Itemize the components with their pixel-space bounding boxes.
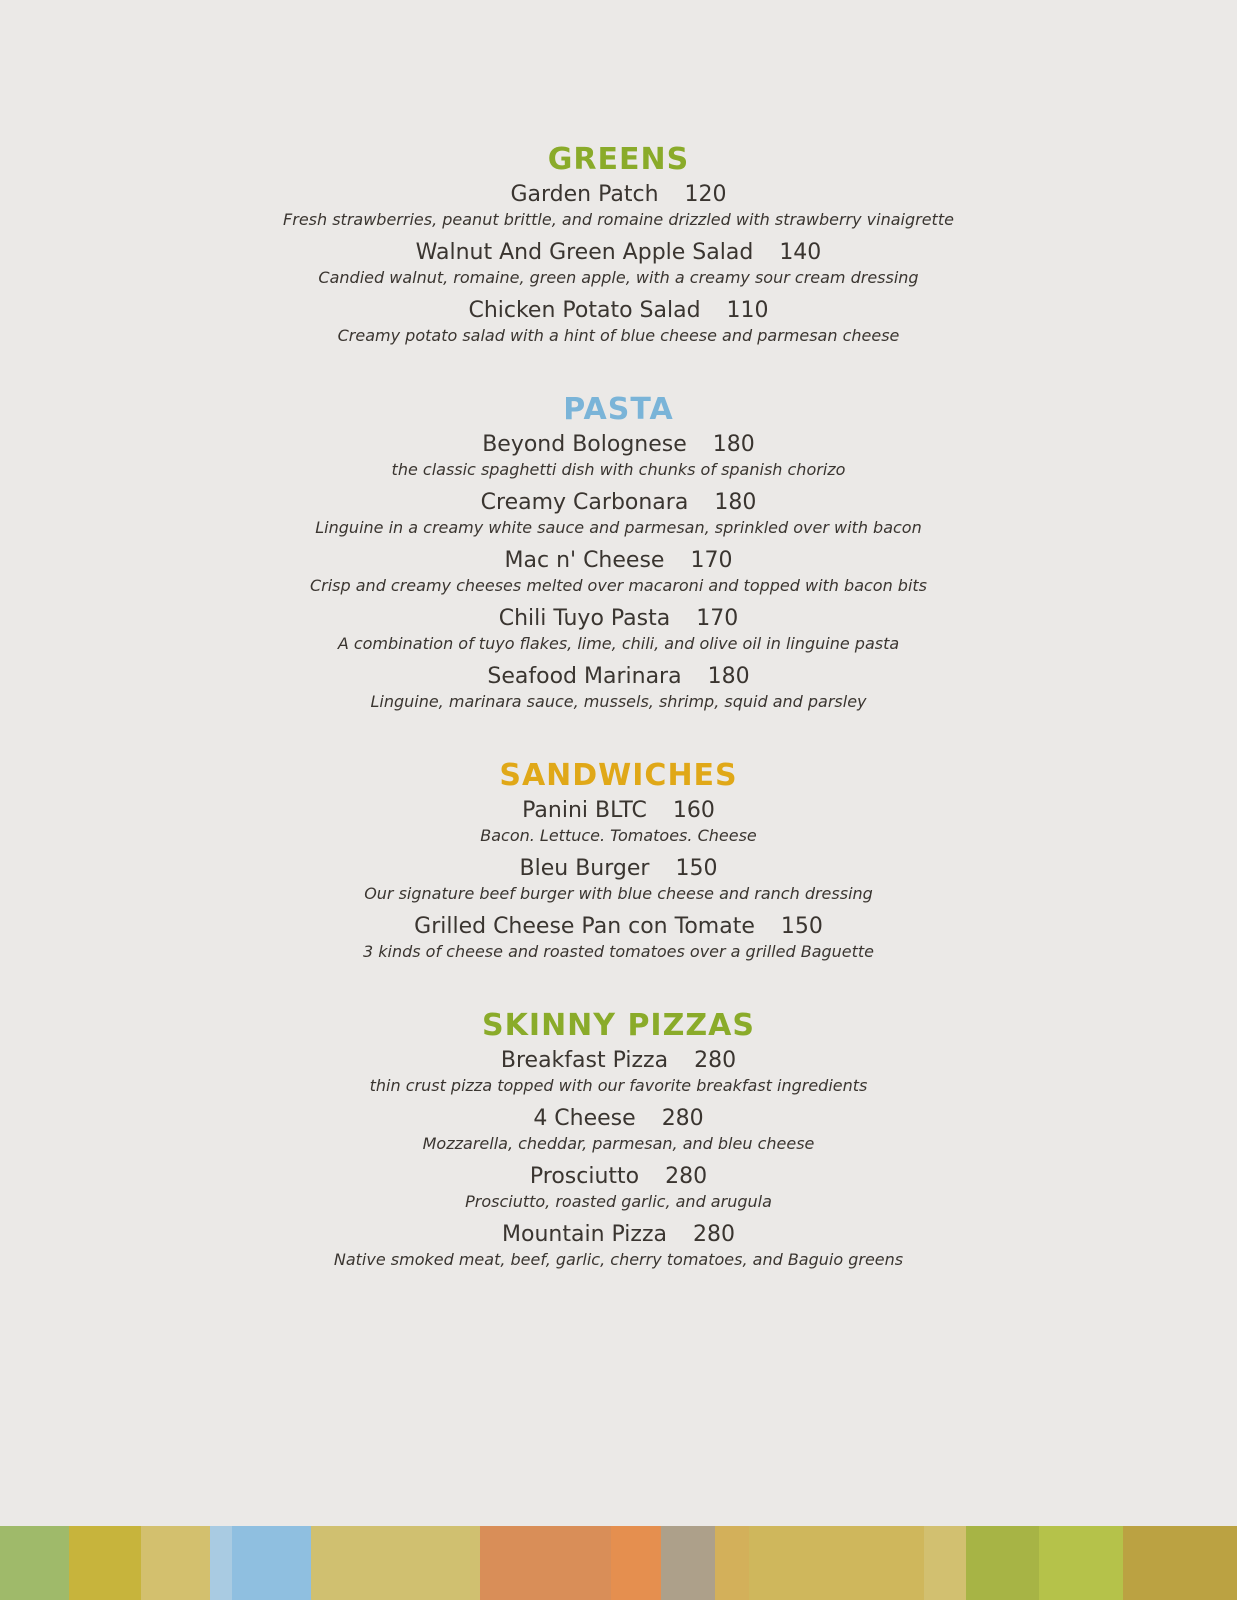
menu-item <box>0 430 1237 480</box>
item-name: Chili Tuyo Pasta <box>498 606 671 631</box>
item-description: Prosciutto, roasted garlic, and arugula <box>465 1192 772 1211</box>
item-name: Seafood Marinara <box>487 664 682 689</box>
section-title: SKINNY PIZZAS <box>482 1008 755 1043</box>
item-description: Fresh strawberries, peanut brittle, and romaine drizzled with strawberry vinaigrette <box>283 210 954 229</box>
menu-item <box>0 1162 1237 1212</box>
section-title: GREENS <box>547 142 690 177</box>
item-name: Mac n' Cheese <box>504 548 665 573</box>
item-description: Crisp and creamy cheeses melted over macaroni and topped with bacon bits <box>309 576 928 595</box>
color-stripe <box>749 1526 924 1600</box>
menu-item <box>0 796 1237 846</box>
item-price: 180 <box>712 432 755 457</box>
color-stripe <box>1039 1526 1123 1600</box>
item-price: 280 <box>694 1048 737 1073</box>
menu-item <box>0 546 1237 596</box>
item-description: Creamy potato salad with a hint of blue cheese and parmesan cheese <box>337 326 900 345</box>
menu-item <box>0 488 1237 538</box>
menu-item <box>0 296 1237 346</box>
item-name: Beyond Bolognese <box>482 432 687 457</box>
menu-item <box>0 1220 1237 1270</box>
menu-item <box>0 604 1237 654</box>
section-title: PASTA <box>563 392 674 427</box>
item-name: Walnut And Green Apple Salad <box>415 240 754 265</box>
item-description: the classic spaghetti dish with chunks of spanish chorizo <box>391 460 846 479</box>
item-name: Bleu Burger <box>519 856 650 881</box>
section-pasta <box>0 390 1237 712</box>
item-description: Linguine in a creamy white sauce and parmesan, sprinkled over with bacon <box>315 518 922 537</box>
item-description: Native smoked meat, beef, garlic, cherry tomatoes, and Baguio greens <box>333 1250 904 1269</box>
item-name: Breakfast Pizza <box>500 1048 669 1073</box>
item-price: 180 <box>707 664 750 689</box>
menu <box>0 140 1237 1314</box>
item-description: Linguine, marinara sauce, mussels, shrimp, squid and parsley <box>370 692 867 711</box>
color-stripe <box>966 1526 1039 1600</box>
item-name: Chicken Potato Salad <box>468 298 701 323</box>
color-stripe <box>715 1526 749 1600</box>
item-price: 280 <box>692 1222 735 1247</box>
item-price: 180 <box>714 490 757 515</box>
footer-color-stripes <box>0 1526 1237 1600</box>
color-stripe <box>611 1526 661 1600</box>
item-description: Our signature beef burger with blue cheese and ranch dressing <box>364 884 873 903</box>
item-name: Panini BLTC <box>522 798 647 823</box>
color-stripe <box>232 1526 311 1600</box>
item-name: Garden Patch <box>510 182 659 207</box>
section-skinny-pizzas <box>0 1006 1237 1270</box>
menu-item <box>0 662 1237 712</box>
item-price: 150 <box>780 914 823 939</box>
item-description: thin crust pizza topped with our favorite breakfast ingredients <box>369 1076 868 1095</box>
item-description: Mozzarella, cheddar, parmesan, and bleu cheese <box>422 1134 815 1153</box>
item-price: 170 <box>690 548 733 573</box>
color-stripe <box>661 1526 715 1600</box>
section-sandwiches <box>0 756 1237 962</box>
section-greens <box>0 140 1237 346</box>
item-price: 110 <box>726 298 769 323</box>
item-name: Prosciutto <box>529 1164 640 1189</box>
item-name: Creamy Carbonara <box>480 490 689 515</box>
menu-item <box>0 180 1237 230</box>
item-name: 4 Cheese <box>533 1106 636 1131</box>
item-price: 160 <box>672 798 715 823</box>
item-price: 280 <box>665 1164 708 1189</box>
item-description: Candied walnut, romaine, green apple, with a creamy sour cream dressing <box>318 268 919 287</box>
item-price: 170 <box>696 606 739 631</box>
color-stripe <box>69 1526 141 1600</box>
menu-item <box>0 1046 1237 1096</box>
menu-item <box>0 1104 1237 1154</box>
item-description: A combination of tuyo flakes, lime, chili, and olive oil in linguine pasta <box>337 634 900 653</box>
color-stripe <box>210 1526 232 1600</box>
item-price: 150 <box>675 856 718 881</box>
item-price: 140 <box>779 240 822 265</box>
color-stripe <box>924 1526 966 1600</box>
item-price: 280 <box>661 1106 704 1131</box>
menu-item <box>0 854 1237 904</box>
color-stripe <box>1123 1526 1237 1600</box>
item-description: 3 kinds of cheese and roasted tomatoes over a grilled Baguette <box>362 942 875 961</box>
color-stripe <box>0 1526 69 1600</box>
item-name: Grilled Cheese Pan con Tomate <box>414 914 755 939</box>
color-stripe <box>480 1526 611 1600</box>
menu-item <box>0 912 1237 962</box>
menu-item <box>0 238 1237 288</box>
item-price: 120 <box>684 182 727 207</box>
section-title: SANDWICHES <box>499 758 738 793</box>
item-description: Bacon. Lettuce. Tomatoes. Cheese <box>480 826 757 845</box>
color-stripe <box>141 1526 210 1600</box>
color-stripe <box>311 1526 480 1600</box>
item-name: Mountain Pizza <box>502 1222 667 1247</box>
